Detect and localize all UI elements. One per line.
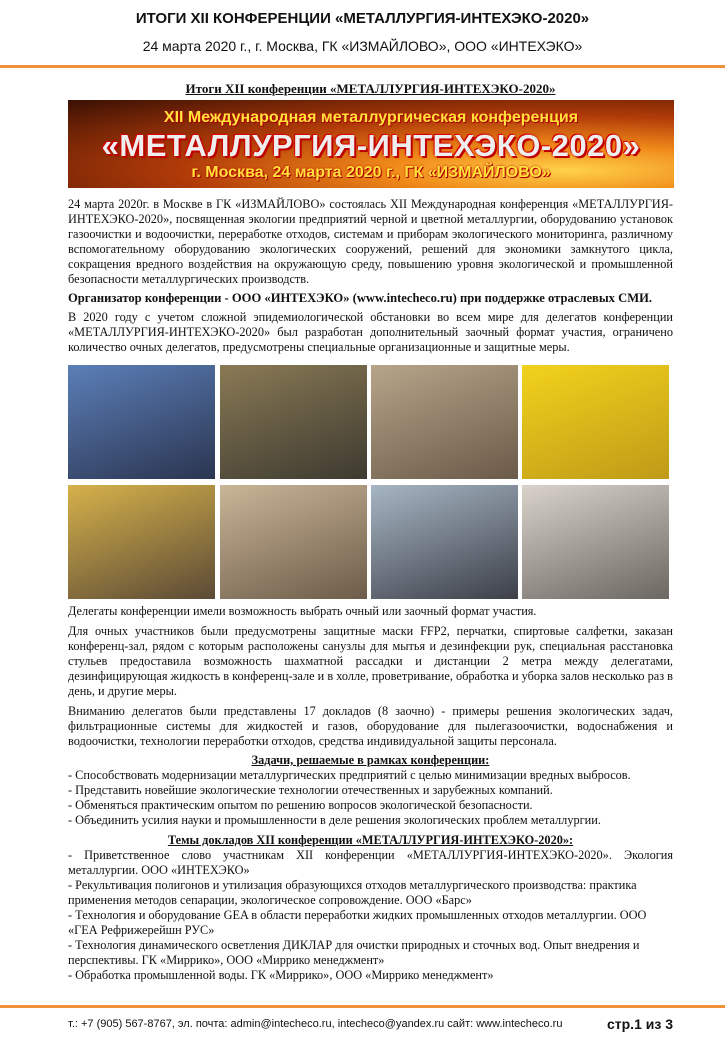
conference-banner (68, 100, 674, 188)
document-header-subtitle: 24 марта 2020 г., г. Москва, ГК «ИЗМАЙЛОВО», ООО «ИНТЕХЭКО» (142, 38, 583, 54)
intro-text: 24 марта 2020г. в Москве в ГК «ИЗМАЙЛОВО» состоялась XII Международная конференция «МЕТАЛЛУРГИЯ-ИНТЕХЭКО-2020», посвященная экологии предприятий черной и цветной металлургии, оборудованию установок газоочистки и водоочистки, переработке отходов, системам и приборам экологического мониторинга, различному вспомогательному оборудованию экологических сооружений, решений для экономики замкнутого цикла, сокращения вредного воздействия на окружающую среду, повышению уровня экологической и промышленной безопасности металлургических производств. (68, 197, 673, 286)
intro-paragraph (68, 197, 673, 355)
banner-line-3: г. Москва, 24 марта 2020 г., ГК «ИЗМАЙЛОВО» (191, 164, 551, 181)
topics-title: Темы докладов XII конференции «МЕТАЛЛУРГИЯ-ИНТЕХЭКО-2020»: (167, 833, 574, 847)
conference-hall-photo (371, 365, 518, 479)
topics-section (68, 833, 673, 983)
measures-text: Для очных участников были предусмотрены защитные маски FFP2, перчатки, спиртовые салфетки, заказан конференц-зал, рядом с которым расположены санузлы для мытья и дезинфекции рук, специальная расстановка стульев предоставила возможность шахматной рассадки и дистанции 2 метра между делегатами, дезинфицирующая жидкость в конференц-зале и в холле, проветривание, обработка и уборка залов несколько раз в день, и другие меры. (68, 624, 673, 698)
reports-summary-text: Вниманию делегатов были представлены 17 докладов (8 заочно) - примеры решения экологических задач, фильтрационные системы для жидкостей и газов, оборудование для пылегазоочистки, водоснабжения и водоочистки, технологии переработки отходов, средства индивидуальной защиты персонала. (68, 704, 673, 748)
sanitizer-dispenser-photo (522, 485, 669, 599)
document-header-title: ИТОГИ XII КОНФЕРЕНЦИИ «МЕТАЛЛУРГИЯ-ИНТЕХЭКО-2020» (135, 10, 590, 27)
hotel-building-photo (68, 365, 215, 479)
task-item: - Объединить усилия науки и промышленности в деле решения экологических проблем металлургии. (68, 813, 601, 827)
header-divider (0, 65, 725, 68)
audience-hall-photo (220, 485, 367, 599)
footer-divider (0, 1005, 725, 1008)
exhibition-stand-photo (522, 365, 669, 479)
footer-contacts: т.: +7 (905) 567-8767, эл. почта: admin@intecheco.ru, intecheco@yandex.ru сайт: www.intecheco.ru (68, 1018, 563, 1030)
topic-item: - Технология и оборудование GEA в области переработки жидких промышленных отходов металлургии. ООО «ГЕА Рефрижерейшн РУС» (68, 908, 647, 937)
task-item: - Представить новейшие экологические технологии отечественных и зарубежных компаний. (68, 783, 553, 797)
banner-line-2: «МЕТАЛЛУРГИЯ-ИНТЕХЭКО-2020» (101, 128, 641, 163)
delegates-at-stand-photo (371, 485, 518, 599)
organizer-text: Организатор конференции - ООО «ИНТЕХЭКО» (www.intecheco.ru) при поддержке отраслевых СМИ. (68, 291, 653, 305)
tasks-section (68, 753, 673, 828)
banner-line-1: XII Международная металлургическая конференция (163, 109, 579, 126)
speaker-at-podium-photo (68, 485, 215, 599)
formats-text: Делегаты конференции имели возможность выбрать очный или заочный формат участия. (68, 604, 537, 618)
page-number: стр.1 из 3 (606, 1016, 673, 1032)
topic-item: - Рекультивация полигонов и утилизация образующихся отходов металлургического производства: практика применения методов сепарации, экологическое сопровождение. ООО «Барс» (68, 878, 637, 907)
topic-item: - Обработка промышленной воды. ГК «Миррико», ООО «Миррико менеджмент» (68, 968, 494, 982)
section-title: Итоги XII конференции «МЕТАЛЛУРГИЯ-ИНТЕХЭКО-2020» (185, 81, 556, 96)
speaker-at-screen-photo (220, 365, 367, 479)
topic-item: - Технология динамического осветления ДИКЛАР для очистки природных и сточных вод. Опыт внедрения и перспективы. ГК «Миррико», ООО «Миррико менеджмент» (68, 938, 640, 967)
measures-section (68, 604, 673, 749)
topic-item: - Приветственное слово участникам XII конференции «МЕТАЛЛУРГИЯ-ИНТЕХЭКО-2020». Экология металлургии. ООО «ИНТЕХЭКО» (68, 848, 673, 877)
task-item: - Обменяться практическим опытом по решению вопросов экологической безопасности. (68, 798, 533, 812)
tasks-title: Задачи, решаемые в рамках конференции: (251, 753, 490, 767)
covid-paragraph: В 2020 году с учетом сложной эпидемиологической обстановки во всем мире для делегатов конференции «МЕТАЛЛУРГИЯ-ИНТЕХЭКО-2020» был разработан дополнительный заочный формат участия, ограничено количество очных делегатов, предусмотрены специальные организационные и защитные меры. (68, 310, 673, 354)
task-item: - Способствовать модернизации металлургических предприятий с целью минимизации вредных выбросов. (68, 768, 631, 782)
